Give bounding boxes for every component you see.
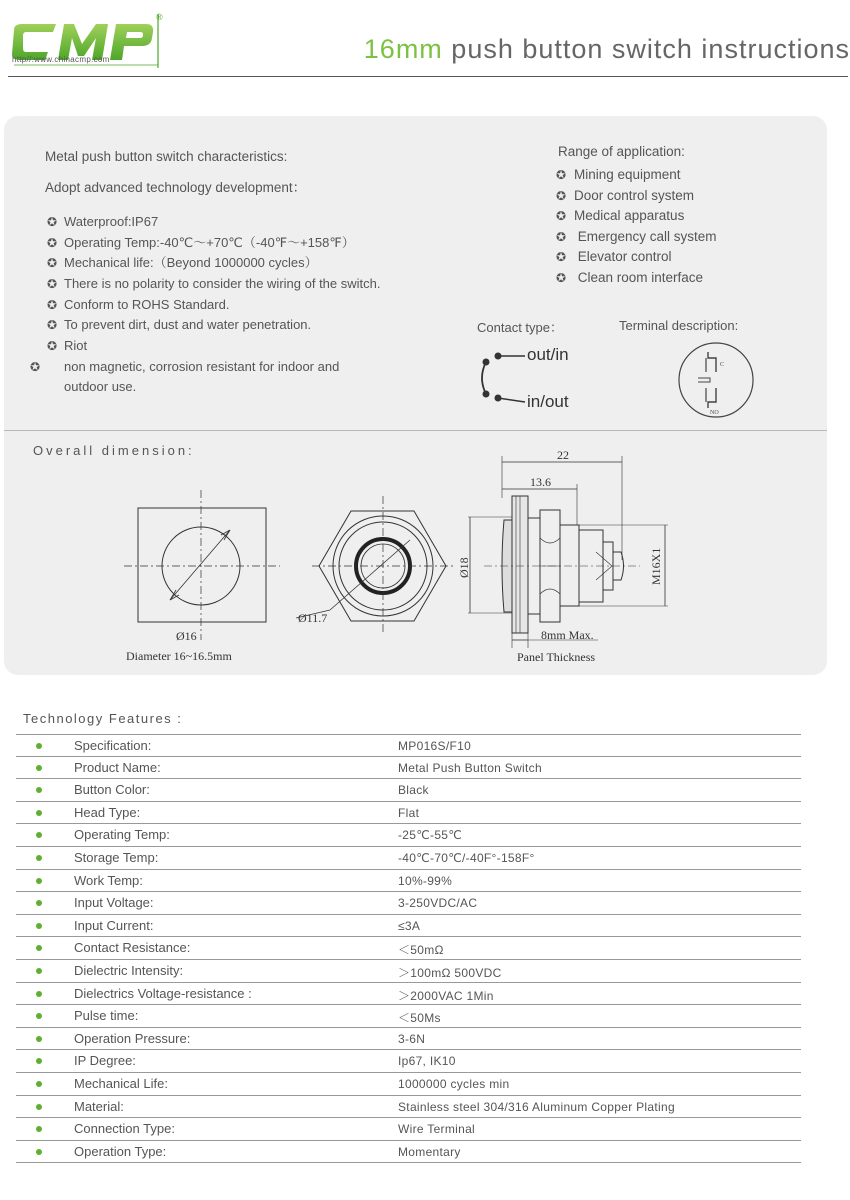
- feature-value: 10%-99%: [398, 873, 453, 888]
- bullet-icon: [36, 1081, 42, 1087]
- feature-value: Stainless steel 304/316 Aluminum Copper Plating: [398, 1099, 675, 1114]
- characteristic-item: ✪ Mechanical life:（Beyond 1000000 cycles）: [47, 253, 387, 274]
- star-icon: ✪: [556, 229, 567, 244]
- feature-name: Dielectrics Voltage-resistance :: [74, 985, 252, 1001]
- w136-label: 13.6: [530, 475, 551, 489]
- bullet-icon: [36, 1036, 42, 1042]
- application-item: ✪ Mining equipment: [556, 165, 717, 186]
- feature-value: -40℃-70℃/-40F°-158F°: [398, 850, 535, 865]
- characteristic-item: ✪ Waterproof:IP67: [47, 212, 387, 233]
- bullet-icon: [36, 923, 42, 929]
- terminal-c-label: C: [720, 362, 725, 368]
- overall-dimension-label: Overall dimension:: [33, 443, 195, 458]
- feature-row: [16, 1141, 801, 1164]
- feature-row: [16, 892, 801, 915]
- characteristics-title: Metal push button switch characteristics:: [45, 149, 288, 164]
- application-item: ✪ Clean room interface: [556, 268, 717, 289]
- d16-label: Ø16: [176, 629, 197, 643]
- application-item: ✪ Emergency call system: [556, 227, 717, 248]
- feature-value: Momentary: [398, 1144, 461, 1159]
- feature-row: [16, 757, 801, 780]
- header-divider: [8, 76, 848, 77]
- bullet-icon: [36, 878, 42, 884]
- feature-row: [16, 870, 801, 893]
- feature-row: [16, 1050, 801, 1073]
- dimension-drawing: [100, 440, 700, 670]
- feature-value: ＞2000VAC 1Min: [398, 988, 494, 1003]
- feature-name: Dielectric Intensity:: [74, 962, 184, 978]
- features-title: Technology Features :: [23, 711, 183, 726]
- feature-value: ＜50mΩ: [398, 943, 444, 958]
- feature-name: Connection Type:: [74, 1121, 175, 1137]
- contact-out-label: out/in: [527, 345, 569, 364]
- application-list: [556, 165, 717, 289]
- feature-name: Material:: [74, 1098, 124, 1114]
- feature-value: MP016S/F10: [398, 739, 472, 753]
- star-icon: ✪: [556, 270, 567, 285]
- contact-in-label: in/out: [527, 392, 569, 411]
- star-icon: ✪: [47, 256, 58, 271]
- bullet-icon: [36, 1013, 42, 1019]
- registered-mark: ®: [156, 12, 163, 22]
- characteristic-item: ✪ Riot: [47, 336, 387, 357]
- feature-value: Ip67, IK10: [398, 1054, 456, 1069]
- feature-value: 3-250VDC/AC: [398, 896, 478, 911]
- feature-row: [16, 1096, 801, 1119]
- page-title: [364, 34, 850, 65]
- feature-value: Wire Terminal: [398, 1122, 476, 1137]
- feature-row: [16, 1073, 801, 1096]
- star-icon: ✪: [556, 209, 567, 224]
- bullet-icon: [36, 810, 42, 816]
- feature-value: 3-6N: [398, 1031, 426, 1046]
- star-icon: ✪: [47, 235, 58, 250]
- feature-value: 1000000 cycles min: [398, 1076, 510, 1091]
- feature-row: [16, 802, 801, 825]
- star-icon: ✪: [47, 318, 58, 333]
- w22-label: 22: [557, 448, 569, 462]
- characteristics-list: [30, 212, 387, 396]
- star-icon: ✪: [47, 297, 58, 312]
- feature-name: Contact Resistance:: [74, 940, 191, 956]
- characteristic-item: ✪ Conform to ROHS Standard.: [47, 295, 387, 316]
- star-icon: ✪: [47, 339, 58, 354]
- feature-value: -25℃-55℃: [398, 828, 463, 843]
- feature-name: Storage Temp:: [74, 849, 159, 865]
- bullet-icon: [36, 855, 42, 861]
- star-icon: ✪: [556, 250, 567, 265]
- bullet-icon: [36, 1149, 42, 1155]
- feature-row: [16, 824, 801, 847]
- button-side-view: [468, 456, 668, 648]
- feature-name: Mechanical Life:: [74, 1075, 168, 1091]
- application-title: Range of application:: [558, 144, 685, 159]
- bullet-icon: [36, 945, 42, 951]
- feature-row: [16, 937, 801, 960]
- feature-name: Head Type:: [74, 804, 141, 820]
- star-icon: ✪: [47, 215, 58, 229]
- features-table: [16, 734, 801, 1163]
- title-size: 16mm: [363, 34, 443, 64]
- feature-name: Operation Type:: [74, 1143, 167, 1159]
- bullet-icon: [36, 968, 42, 974]
- bullet-icon: [36, 765, 42, 771]
- feature-name: Pulse time:: [74, 1008, 139, 1024]
- website-url: http//:www.chinacmp.com: [12, 55, 110, 64]
- feature-name: Product Name:: [74, 759, 161, 775]
- characteristic-item: ✪ Operating Temp:-40℃～+70℃（-40℉～+158℉）: [47, 233, 387, 254]
- feature-value: ＜50Ms: [398, 1011, 441, 1026]
- characteristic-item: ✪ There is no polarity to consider the wiring of the switch.: [47, 274, 387, 295]
- max8-label: 8mm Max.: [541, 628, 594, 642]
- bullet-icon: [36, 1126, 42, 1132]
- star-icon: ✪: [556, 168, 567, 182]
- bullet-icon: [36, 1104, 42, 1110]
- m16-label: M16X1: [649, 547, 663, 585]
- characteristic-item: ✪ To prevent dirt, dust and water penetration.: [47, 315, 387, 336]
- feature-name: IP Degree:: [74, 1053, 136, 1069]
- application-item: ✪ Medical apparatus: [556, 206, 717, 227]
- terminal-description-label: Terminal description:: [619, 318, 739, 333]
- bullet-icon: [36, 787, 42, 793]
- feature-name: Work Temp:: [74, 872, 143, 888]
- panel-thickness-label: Panel Thickness: [517, 650, 596, 664]
- feature-row: [16, 960, 801, 983]
- panel-divider: [4, 430, 827, 431]
- bullet-icon: [36, 1058, 42, 1064]
- bullet-icon: [36, 900, 42, 906]
- diameter-label: Diameter 16~16.5mm: [126, 649, 232, 663]
- feature-row: [16, 915, 801, 938]
- feature-name: Operating Temp:: [74, 827, 170, 843]
- feature-row: [16, 1005, 801, 1028]
- star-icon: ✪: [30, 359, 41, 374]
- feature-row: [16, 1118, 801, 1141]
- cutout-view: [124, 490, 280, 640]
- feature-name: Input Current:: [74, 917, 154, 933]
- feature-name: Operation Pressure:: [74, 1030, 191, 1046]
- characteristics-subtitle: Adopt advanced technology development：: [45, 180, 307, 195]
- feature-value: Flat: [398, 805, 420, 820]
- contact-type-label: Contact type：: [477, 320, 563, 335]
- feature-row: [16, 779, 801, 802]
- feature-row: [16, 734, 801, 757]
- terminal-no-label: NO: [710, 410, 719, 416]
- application-item: ✪ Elevator control: [556, 247, 717, 268]
- characteristic-item: ✪ non magnetic, corrosion resistant for indoor and outdoor use.: [30, 358, 340, 394]
- star-icon: ✪: [556, 188, 567, 203]
- feature-name: Button Color:: [74, 782, 150, 798]
- d117-label: Ø11.7: [298, 611, 328, 625]
- feature-row: [16, 1028, 801, 1051]
- title-text: push button switch instructions: [442, 34, 850, 64]
- feature-row: [16, 847, 801, 870]
- feature-row: [16, 983, 801, 1006]
- feature-value: ≤3A: [398, 918, 421, 933]
- bullet-icon: [36, 743, 42, 749]
- feature-value: Metal Push Button Switch: [398, 760, 542, 775]
- application-item: ✪ Door control system: [556, 186, 717, 207]
- terminal-diagram: [676, 342, 756, 418]
- feature-name: Specification:: [74, 738, 152, 753]
- feature-value: ＞100mΩ 500VDC: [398, 965, 502, 980]
- bullet-icon: [36, 832, 42, 838]
- star-icon: ✪: [47, 277, 58, 292]
- bullet-icon: [36, 991, 42, 997]
- feature-value: Black: [398, 783, 429, 798]
- d18-label: Ø18: [457, 557, 471, 578]
- feature-name: Input Voltage:: [74, 895, 154, 911]
